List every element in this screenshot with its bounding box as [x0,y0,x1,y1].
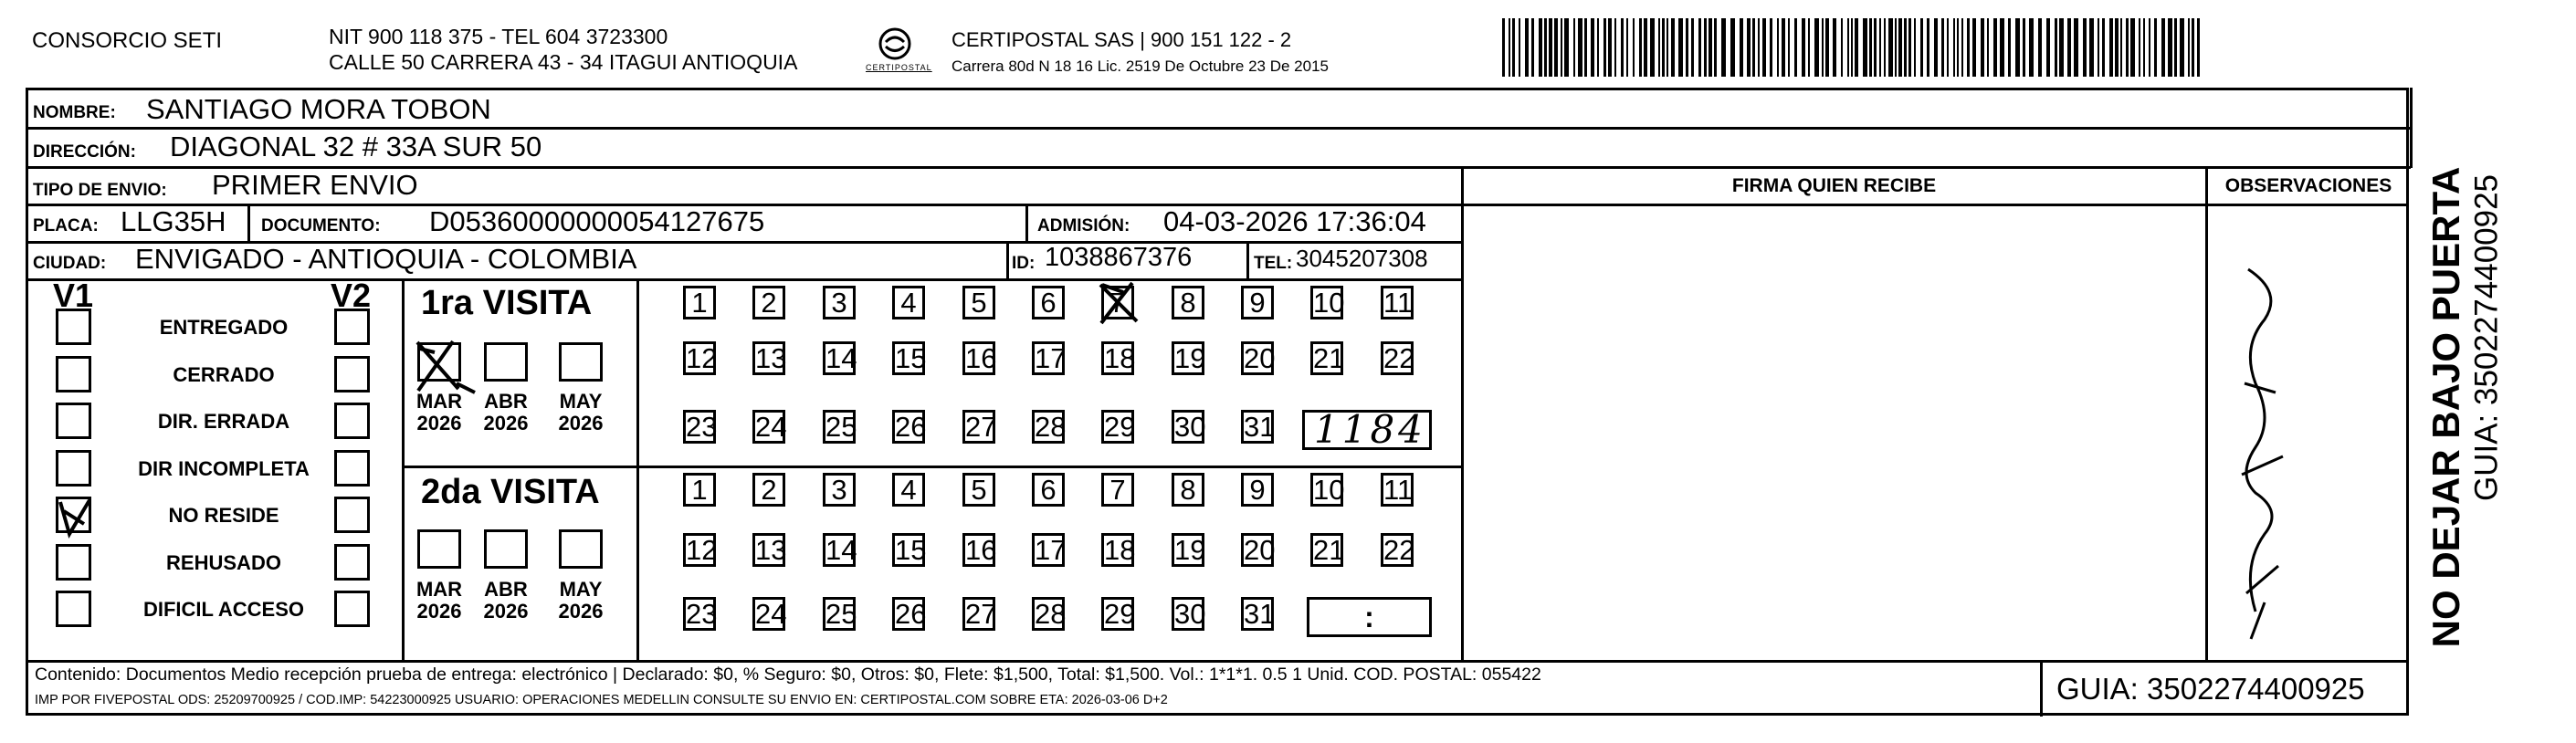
second-visit-day-box[interactable]: 27 [962,597,995,631]
second-visit-day-box[interactable]: 6 [1032,473,1065,507]
month-year: 2026 [416,412,462,434]
admision-value: 04-03-2026 17:36:04 [1163,205,1426,237]
second-visit-day-box[interactable]: 9 [1241,473,1274,507]
certipostal-line-2: Carrera 80d N 18 16 Lic. 2519 De Octubre 23 De 2015 [952,58,1329,75]
tel-value: 3045207308 [1296,245,1428,272]
second-visit-day-box[interactable]: 15 [892,533,925,567]
first-visit-day-box[interactable]: 15 [892,341,925,375]
first-visit-day-box[interactable]: 11 [1381,286,1414,319]
footer-line-1: Contenido: Documentos Medio recepción prueba de entrega: electrónico | Declarado: $0, % Seguro: $0, Otros: $0, Flete: $1,500, Total: $1,500. Vol.: 1*1*1. 0.5 1 Unid. COD. POSTAL: 055422 [35,665,1541,685]
second-visit-day-box[interactable]: 31 [1241,597,1274,631]
tel-label: TEL: [1254,254,1293,273]
second-visit-day-box[interactable]: 25 [823,597,856,631]
first-visit-day-box[interactable]: 24 [752,410,785,444]
company-name: CONSORCIO SETI [32,28,223,53]
footer-line-2: IMP POR FIVEPOSTAL ODS: 25209700925 / COD.IMP: 54223000925 USUARIO: OPERACIONES MEDELLIN CONSULTE SU ENVIO EN: CERTIPOSTAL.COM SOBRE ETA: 2026-03-06 D+2 [35,693,1168,707]
first-visit-day-box[interactable]: 5 [962,286,995,319]
first-visit-day-box[interactable]: 2 [752,286,785,319]
month-year: 2026 [416,600,462,623]
month-name: ABR [484,390,528,413]
second-visit-day-box[interactable]: 21 [1310,533,1343,567]
second-visit-day-box[interactable]: 22 [1381,533,1414,567]
ciudad-label: CIUDAD: [33,254,107,273]
nit-line-2: CALLE 50 CARRERA 43 - 34 ITAGUI ANTIOQUIA [329,50,798,74]
status-option-label: REHUSADO [166,551,281,574]
first-visit-time-handwritten: 1184 [1314,407,1426,452]
second-visit-day-box[interactable]: 2 [752,473,785,507]
first-visit-day-box[interactable]: 14 [823,341,856,375]
second-visit-day-box[interactable]: 13 [752,533,785,567]
first-visit-day-box[interactable]: 8 [1172,286,1204,319]
second-visit-day-box[interactable]: 11 [1381,473,1414,507]
first-visit-day-box[interactable]: 23 [683,410,716,444]
status-option-label: CERRADO [173,363,275,386]
first-visit-day-box[interactable]: 13 [752,341,785,375]
direccion-value: DIAGONAL 32 # 33A SUR 50 [170,131,542,162]
second-visit-day-box[interactable]: 12 [683,533,716,567]
side-warning: NO DEJAR BAJO PUERTA [2424,166,2467,648]
first-visit-day-box[interactable]: 22 [1381,341,1414,375]
first-visit-day-box[interactable]: 20 [1241,341,1274,375]
second-visit-day-box[interactable]: 28 [1032,597,1065,631]
first-visit-day-box[interactable]: 7 [1101,286,1134,319]
first-visit-day-box[interactable]: 19 [1172,341,1204,375]
first-visit-day-box[interactable]: 6 [1032,286,1065,319]
certipostal-line-1: CERTIPOSTAL SAS | 900 151 122 - 2 [952,28,1292,51]
status-option-label: NO RESIDE [168,504,279,527]
logo-text: CERTIPOSTAL [866,63,932,72]
month-name: ABR [484,578,528,601]
first-visit-day-box[interactable]: 27 [962,410,995,444]
placa-value: LLG35H [121,205,226,237]
side-guia: GUIA: 3502274400925 [2468,173,2505,502]
first-visit-day-box[interactable]: 21 [1310,341,1343,375]
status-option-label: DIR. ERRADA [157,410,290,433]
month-year: 2026 [483,412,529,434]
ciudad-value: ENVIGADO - ANTIOQUIA - COLOMBIA [135,243,637,275]
second-visit-day-box[interactable]: 29 [1101,597,1134,631]
second-visit-day-box[interactable]: 18 [1101,533,1134,567]
first-visit-day-box[interactable]: 30 [1172,410,1204,444]
month-name: MAY [559,390,603,413]
first-visit-day-box[interactable]: 18 [1101,341,1134,375]
first-visit-day-box[interactable]: 3 [823,286,856,319]
admision-label: ADMISIÓN: [1037,216,1130,235]
second-visit-day-box[interactable]: 10 [1310,473,1343,507]
second-visit-title: 2da VISITA [421,473,600,511]
id-value: 1038867376 [1045,243,1193,272]
second-visit-day-box[interactable]: 24 [752,597,785,631]
status-option-label: DIFICIL ACCESO [142,598,304,621]
tipo-envio-label: TIPO DE ENVIO: [33,181,167,200]
nombre-label: NOMBRE: [33,103,116,122]
second-visit-day-box[interactable]: 5 [962,473,995,507]
second-visit-day-box[interactable]: 20 [1241,533,1274,567]
second-visit-day-box[interactable]: 17 [1032,533,1065,567]
status-option-label: DIR INCOMPLETA [138,457,310,480]
first-visit-title: 1ra VISITA [421,284,593,322]
documento-value: D05360000000054127675 [429,205,765,237]
first-visit-day-box[interactable]: 25 [823,410,856,444]
first-visit-day-box[interactable]: 26 [892,410,925,444]
documento-label: DOCUMENTO: [261,216,381,235]
first-visit-day-box[interactable]: 28 [1032,410,1065,444]
v1-label: V1 [53,277,94,314]
direccion-label: DIRECCIÓN: [33,142,136,162]
nombre-value: SANTIAGO MORA TOBON [146,93,491,125]
second-visit-day-box[interactable]: 26 [892,597,925,631]
observaciones-label: OBSERVACIONES [2224,175,2392,196]
first-visit-day-box[interactable]: 9 [1241,286,1274,319]
v2-label: V2 [331,277,372,314]
second-visit-day-box[interactable]: 8 [1172,473,1204,507]
first-visit-day-box[interactable]: 1 [683,286,716,319]
time-colon: : [1364,601,1374,633]
tipo-envio-value: PRIMER ENVIO [212,169,418,201]
second-visit-day-box[interactable]: 1 [683,473,716,507]
first-visit-day-box[interactable]: 10 [1310,286,1343,319]
nit-line-1: NIT 900 118 375 - TEL 604 3723300 [329,25,668,48]
first-visit-day-box[interactable]: 16 [962,341,995,375]
first-visit-day-box[interactable]: 31 [1241,410,1274,444]
second-visit-day-box[interactable]: 23 [683,597,716,631]
month-name: MAR [415,390,463,413]
second-visit-day-box[interactable]: 7 [1101,473,1134,507]
month-year: 2026 [558,600,604,623]
footer-guia: GUIA: 3502274400925 [2056,672,2365,706]
first-visit-day-box[interactable]: 29 [1101,410,1134,444]
placa-label: PLACA: [33,216,99,235]
second-visit-day-box[interactable]: 3 [823,473,856,507]
second-visit-day-box[interactable]: 16 [962,533,995,567]
second-visit-day-box[interactable]: 19 [1172,533,1204,567]
status-option-label: ENTREGADO [159,316,289,339]
first-visit-day-box[interactable]: 17 [1032,341,1065,375]
second-visit-day-box[interactable]: 4 [892,473,925,507]
first-visit-day-box[interactable]: 12 [683,341,716,375]
month-name: MAY [559,578,603,601]
month-name: MAR [415,578,463,601]
second-visit-day-box[interactable]: 14 [823,533,856,567]
id-label: ID: [1012,254,1036,273]
firma-label: FIRMA QUIEN RECIBE [1731,175,1937,196]
second-visit-day-box[interactable]: 30 [1172,597,1204,631]
month-year: 2026 [483,600,529,623]
month-year: 2026 [558,412,604,434]
first-visit-day-box[interactable]: 4 [892,286,925,319]
